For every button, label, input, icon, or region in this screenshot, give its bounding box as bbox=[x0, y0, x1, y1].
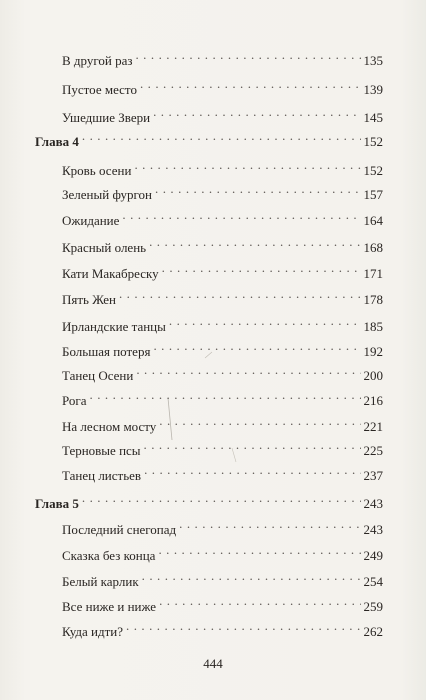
toc-entry-title: Танец Осени bbox=[62, 368, 134, 383]
toc-entry-title: Все ниже и ниже bbox=[62, 599, 157, 614]
toc-leader-dots bbox=[153, 102, 360, 122]
toc-chapter-title: Глава 5 bbox=[35, 496, 79, 511]
toc-leader-dots bbox=[144, 460, 360, 480]
toc-entry bbox=[62, 102, 383, 125]
toc-entry-title: Ирландские танцы bbox=[62, 319, 166, 334]
toc-entry bbox=[62, 540, 383, 563]
toc-entry-page: 254 bbox=[363, 574, 383, 589]
toc-leader-dots bbox=[135, 45, 360, 65]
toc-leader-dots bbox=[144, 435, 361, 455]
toc-leader-dots bbox=[82, 126, 361, 146]
toc-entry-page: 178 bbox=[363, 292, 383, 307]
toc-leader-dots bbox=[90, 385, 361, 405]
toc-entry-title: Кати Макабреску bbox=[62, 266, 159, 281]
toc-entry-page: 135 bbox=[363, 53, 383, 68]
toc-entry-title: Сказка без конца bbox=[62, 548, 156, 563]
toc-entry-title: Танец листьев bbox=[62, 468, 142, 483]
toc-chapter bbox=[35, 488, 383, 511]
toc-entry bbox=[62, 74, 383, 97]
toc-entry-page: 139 bbox=[363, 82, 383, 97]
toc-entry-page: 168 bbox=[363, 240, 383, 255]
toc-entry bbox=[62, 155, 383, 178]
toc-chapter-page: 152 bbox=[363, 134, 383, 149]
toc-entry bbox=[62, 360, 383, 383]
toc-entry bbox=[62, 411, 383, 434]
toc-entry-title: Терновые псы bbox=[62, 443, 141, 458]
toc-entry-title: Пять Жен bbox=[62, 292, 116, 307]
toc-entry-page: 249 bbox=[363, 548, 383, 563]
toc-entry-title: Большая потеря bbox=[62, 344, 151, 359]
toc-entry-page: 259 bbox=[363, 599, 383, 614]
toc-leader-dots bbox=[153, 336, 360, 356]
toc-entry-page: 216 bbox=[363, 393, 383, 408]
toc-leader-dots bbox=[142, 566, 361, 586]
toc-entry bbox=[62, 435, 383, 458]
toc-leader-dots bbox=[149, 232, 360, 252]
toc-entry-page: 185 bbox=[363, 319, 383, 334]
toc-leader-dots bbox=[159, 411, 360, 431]
toc-leader-dots bbox=[126, 616, 361, 636]
toc-entry-title: Зеленый фургон bbox=[62, 187, 153, 202]
toc-leader-dots bbox=[169, 311, 361, 331]
toc-entry-title: Рога bbox=[62, 393, 87, 408]
toc-entry bbox=[62, 258, 383, 281]
toc-entry-title: Ушедшие Звери bbox=[62, 110, 151, 125]
toc-leader-dots bbox=[140, 74, 361, 94]
toc-entry-page: 157 bbox=[363, 187, 383, 202]
toc-leader-dots bbox=[136, 360, 360, 380]
toc-entry-page: 200 bbox=[363, 368, 383, 383]
toc-entry bbox=[62, 232, 383, 255]
toc-leader-dots bbox=[179, 514, 360, 534]
toc-chapter-title: Глава 4 bbox=[35, 134, 79, 149]
toc-entry bbox=[62, 460, 383, 483]
toc-entry-title: Красный олень bbox=[62, 240, 147, 255]
toc-entry-page: 145 bbox=[363, 110, 383, 125]
toc-leader-dots bbox=[158, 540, 360, 560]
toc-entry-title: В другой раз bbox=[62, 53, 133, 68]
toc-entry-page: 221 bbox=[363, 419, 383, 434]
toc-entry bbox=[62, 45, 383, 68]
toc-leader-dots bbox=[155, 179, 360, 199]
toc-entry-page: 171 bbox=[363, 266, 383, 281]
toc-entry-page: 152 bbox=[363, 163, 383, 178]
toc-leader-dots bbox=[159, 591, 360, 611]
toc-entry bbox=[62, 385, 383, 408]
toc-entry bbox=[62, 284, 383, 307]
toc-entry bbox=[62, 616, 383, 639]
toc-entry-title: Куда идти? bbox=[62, 624, 123, 639]
toc-entry bbox=[62, 179, 383, 202]
toc-entry-title: Ожидание bbox=[62, 213, 120, 228]
toc-entry-page: 192 bbox=[363, 344, 383, 359]
toc-leader-dots bbox=[162, 258, 361, 278]
toc-entry bbox=[62, 514, 383, 537]
toc-entry bbox=[62, 591, 383, 614]
toc-entry-title: Пустое место bbox=[62, 82, 137, 97]
toc-entry bbox=[62, 311, 383, 334]
toc-entry bbox=[62, 566, 383, 589]
toc-entry-title: Белый карлик bbox=[62, 574, 139, 589]
toc-entry bbox=[62, 205, 383, 228]
page-number: 444 bbox=[203, 656, 223, 671]
toc-entry-title: Кровь осени bbox=[62, 163, 132, 178]
toc-entry-page: 243 bbox=[363, 522, 383, 537]
toc-entry-page: 262 bbox=[363, 624, 383, 639]
toc-leader-dots bbox=[119, 284, 361, 304]
toc-entry-title: Последний снегопад bbox=[62, 522, 177, 537]
toc-entry-page: 237 bbox=[363, 468, 383, 483]
toc-entry bbox=[62, 336, 383, 359]
toc-leader-dots bbox=[134, 155, 360, 175]
toc-entry-title: На лесном мосту bbox=[62, 419, 157, 434]
toc-leader-dots bbox=[122, 205, 360, 225]
toc-chapter bbox=[35, 126, 383, 149]
toc-chapter-page: 243 bbox=[363, 496, 383, 511]
toc-leader-dots bbox=[82, 488, 361, 508]
toc-entry-page: 164 bbox=[363, 213, 383, 228]
toc-entry-page: 225 bbox=[363, 443, 383, 458]
